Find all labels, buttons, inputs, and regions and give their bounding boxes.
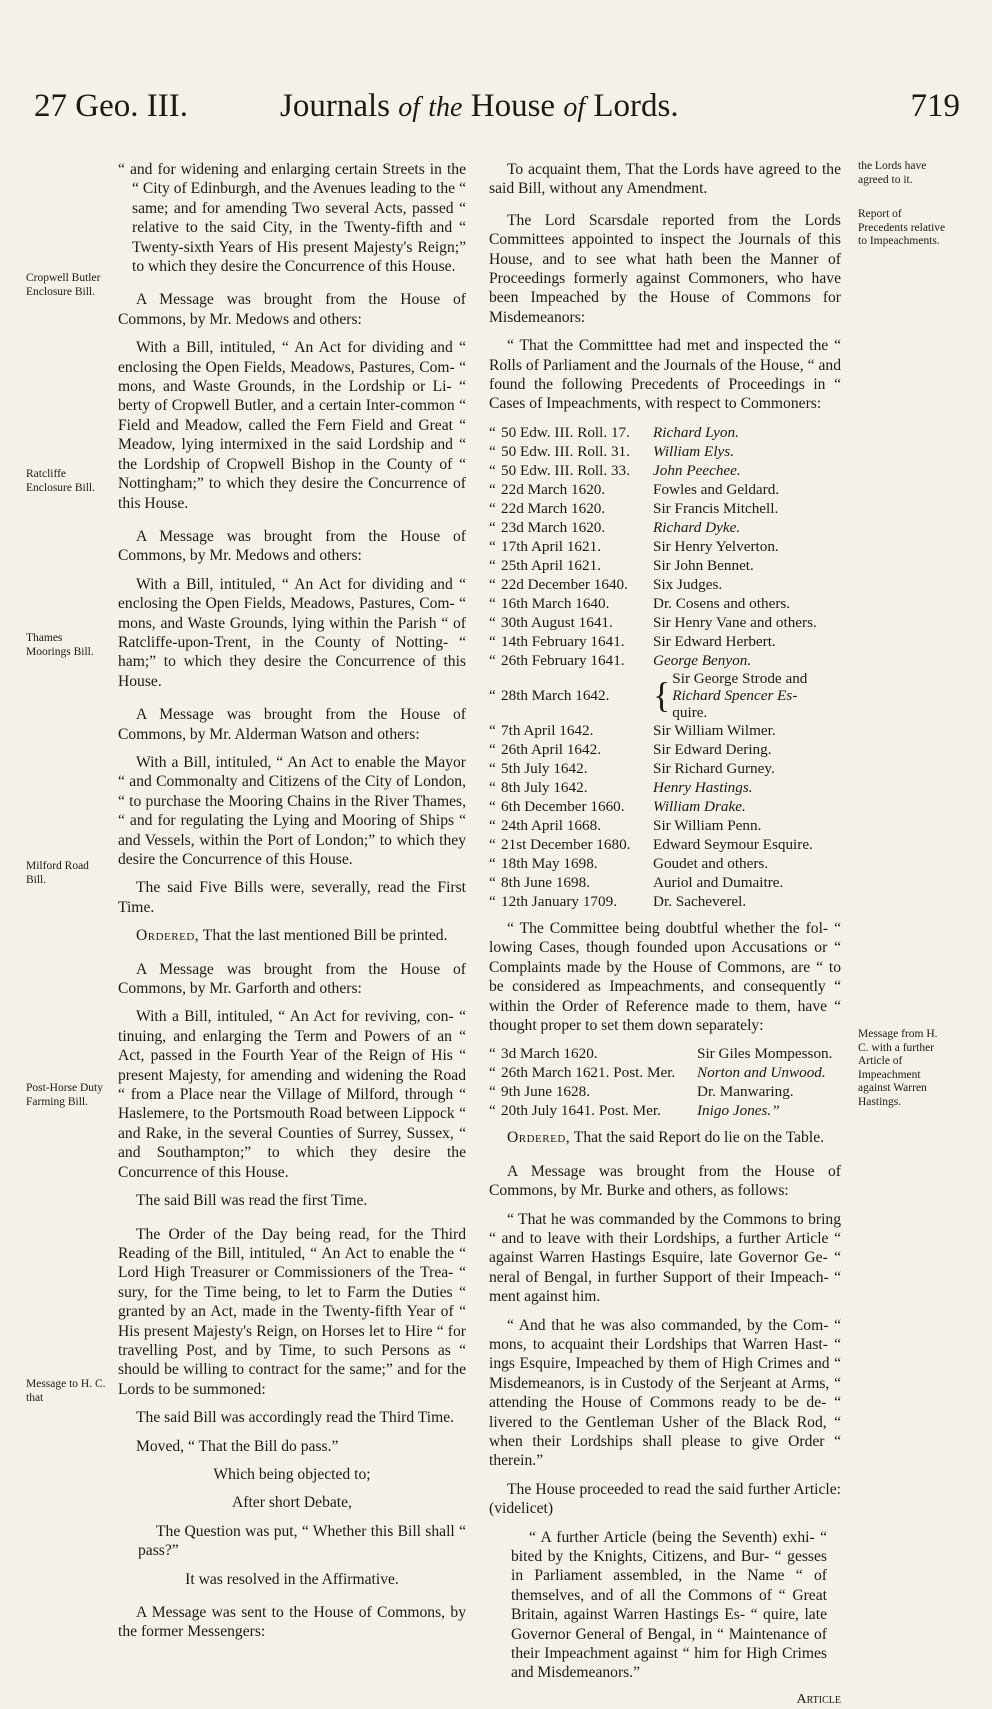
paragraph: Which being objected to; xyxy=(213,1465,371,1483)
paragraph: A Message was sent to the House of Commons, by the former Messengers: xyxy=(118,1604,466,1641)
paragraph: Ordered, That the last mentioned Bill be printed. xyxy=(136,927,448,945)
table-row: “ 50 Edw. III. Roll. 17. Richard Lyon. xyxy=(489,423,739,441)
paragraph: The said Bill was accordingly read the Third Time. xyxy=(136,1409,455,1427)
table-row: “ 50 Edw. III. Roll. 31. William Elys. xyxy=(489,442,734,460)
paragraph: A Message was brought from the House of Commons, by Mr. Garforth and others: xyxy=(118,960,466,998)
table-row: “ 14th February 1641. Sir Edward Herbert. xyxy=(489,632,776,650)
table-row: “ 28th March 1642. { Sir George Strode and Richard Spencer Es- quire. xyxy=(489,669,808,721)
table-row: “ 7th April 1642. Sir William Wilmer. xyxy=(489,721,776,739)
table-row: “ 3d March 1620. Sir Giles Mompesson. xyxy=(489,1045,833,1063)
paragraph: The said Bill was read the first Time. xyxy=(136,1192,368,1210)
paragraph: After short Debate, xyxy=(232,1494,352,1512)
paragraph: “ The Committee being doubtful whether the fol- “ lowing Cases, though founded upon Accusations or “ Complaints made by the House of Commons, are “ to be considered as Impeachments, and consequently “ within the Order of Reference made to them, have “ thought proper to set them down separately: xyxy=(489,919,841,1034)
table-row: “ 22d December 1640. Six Judges. xyxy=(489,575,723,593)
catchword: Article xyxy=(796,1691,841,1707)
margin-note-report: Report of Precedents relative to Impeachments. xyxy=(858,208,946,247)
margin-note-milford: Milford Road Bill. xyxy=(26,860,89,886)
margin-note-message-from: Message from H. C. with a further Article of Impeachment against Warren Hastings. xyxy=(858,1028,938,1108)
table-row: “ 6th December 1660. William Drake. xyxy=(489,797,746,815)
paragraph: The Question was put, “ Whether this Bill shall “ pass?” xyxy=(138,1522,466,1560)
margin-note-thames: Thames Moorings Bill. xyxy=(26,632,94,658)
table-row: “ 25th April 1621. Sir John Bennet. xyxy=(489,556,754,574)
paragraph: A Message was brought from the House of Commons, by Mr. Medows and others: xyxy=(118,527,466,565)
paragraph: Moved, “ That the Bill do pass.” xyxy=(136,1437,339,1455)
precedents-table xyxy=(489,423,841,911)
right-column xyxy=(489,160,841,1709)
paragraph: “ A further Article (being the Seventh) exhi- “ bited by the Knights, Citizens, and Bur- “ gesses in Parliament assembled, in the Name “ of themselves, and of all the Commons of “ Great Britain, against Warren Hastings Es- “ quire, late Governor General of Bengal, in “ Maintenance of their Impeachment against “ him for High Crimes and Misdemeanors.” xyxy=(511,1528,827,1682)
paragraph: The Order of the Day being read, for the Third Reading of the Bill, intituled, “ An Act to enable the “ Lord High Treasurer or Commissioners of the Trea- “ sury, for the Time being, to let to Farm the Duties “ granted by an Act, made in the Twenty-fifth Year of “ His present Majesty's Reign, on Horses let to Hire “ for travelling Post, and by Time, to such Persons as “ should be willing to contract for the same;” and for the Lords to be summoned: xyxy=(118,1225,466,1398)
paragraph: With a Bill, intituled, “ An Act for dividing and “ enclosing the Open Fields, Meadows, Pastures, Com- “ mons, and Waste Grounds, in the Lordship or Li- “ berty of Cropwell Butler, and a certain Inter-common “ Field and Meadow, called the Fern Field and Great “ Meadow, lying intermixed in the said Lordship and “ the Lordship of Cropwell Bishop in the County of “ Nottingham;” to which they desire the Concurrence of this House. xyxy=(118,339,466,512)
table-row: “ 18th May 1698. Goudet and others. xyxy=(489,854,769,872)
table-row: “ 22d March 1620. Sir Francis Mitchell. xyxy=(489,499,779,517)
page-number: 719 xyxy=(910,88,960,124)
regnal-year: 27 Geo. III. xyxy=(34,88,188,124)
table-row: “ 26th March 1621. Post. Mer. Norton and Unwood. xyxy=(489,1064,826,1082)
table-row: “ 12th January 1709. Dr. Sacheverel. xyxy=(489,892,747,910)
table-row: “ 26th February 1641. George Benyon. xyxy=(489,651,752,669)
paragraph: The House proceeded to read the said further Article: (videlicet) xyxy=(489,1480,841,1518)
paragraph: “ And that he was also commanded, by the Com- “ mons, to acquaint their Lordships that Warren Hast- “ ings Esquire, Impeached by them of High Crimes and “ Misdemeanors, is in Custody of the Serjeant at Arms, “ attending the House of Commons ready to be de- “ livered to the Gentleman Usher of the Black Rod, “ when their Lordships shall please to give Order “ therein.” xyxy=(489,1316,841,1470)
table-row: “ 8th July 1642. Henry Hastings. xyxy=(489,778,753,796)
table-row: “ 21st December 1680. Edward Seymour Esquire. xyxy=(489,835,813,853)
paragraph: With a Bill, intituled, “ An Act to enable the Mayor “ and Commonalty and Citizens of the City of London, “ to purchase the Mooring Chains in the River Thames, “ and for regulating the Lying and Mooring of Ships “ and Vessels, within the Port of London;” to which they desire the Concurrence of this House. xyxy=(118,753,466,868)
journal-title: Journals of the House of Lords. xyxy=(280,88,679,124)
table-row: “ 17th April 1621. Sir Henry Yelverton. xyxy=(489,537,779,555)
paragraph: A Message was brought from the House of Commons, by Mr. Alderman Watson and others: xyxy=(118,706,466,743)
margin-note-cropwell: Cropwell Butler Enclosure Bill. xyxy=(26,272,101,298)
page-header xyxy=(30,88,960,134)
paragraph: With a Bill, intituled, “ An Act for reviving, con- “ tinuing, and enlarging the Term and Powers of an “ Act, passed in the Fourth Year of the Reign of His “ present Majesty, for amending and widening the Road “ from a Place near the Village of Milford, through “ Haslemere, to the Portsmouth Road between Lippock “ and Rake, in the several Counties of Surrey, Sussex, “ and Southampton;” to which they desire the Concurrence of this House. xyxy=(118,1008,466,1181)
doubtful-cases-table xyxy=(489,1044,841,1120)
table-row: “ 26th April 1642. Sir Edward Dering. xyxy=(489,740,772,758)
paragraph: “ and for widening and enlarging certain Streets in the “ City of Edinburgh, and the Avenues leading to the “ same; and for amending Two several Acts, passed “ relative to the said City, in the Twenty-fifth and “ Twenty-sixth Years of His present Majesty's Reign;” to which they desire the Concurrence of this House. xyxy=(118,161,466,276)
paragraph: “ That he was commanded by the Commons to bring “ and to leave with their Lordships, a further Article “ against Warren Hastings Esquire, late Governor Ge- “ neral of Bengal, in further Support of their Impeach- “ ment against him. xyxy=(489,1210,841,1306)
left-column xyxy=(118,160,466,1651)
table-row: “ 20th July 1641. Post. Mer. Inigo Jones.” xyxy=(489,1102,780,1120)
table-row: “ 9th June 1628. Dr. Manwaring. xyxy=(489,1083,794,1101)
margin-note-posthorse: Post-Horse Duty Farming Bill. xyxy=(26,1082,103,1108)
table-row: “ 16th March 1640. Dr. Cosens and others. xyxy=(489,594,791,612)
paragraph: “ That the Committtee had met and inspected the “ Rolls of Parliament and the Journals of the House, “ and found the following Precedents of Proceedings in “ Cases of Impeachments, with respect to Commoners: xyxy=(489,337,841,413)
paragraph: It was resolved in the Affirmative. xyxy=(185,1570,399,1588)
margin-note-lords-agreed: the Lords have agreed to it. xyxy=(858,160,927,186)
paragraph: A Message was brought from the House of Commons, by Mr. Medows and others: xyxy=(118,291,466,328)
table-row: “ 30th August 1641. Sir Henry Vane and others. xyxy=(489,613,817,631)
paragraph: The said Five Bills were, severally, read the First Time. xyxy=(118,879,466,916)
paragraph: With a Bill, intituled, “ An Act for dividing and “ enclosing the Open Fields, Meadows, Pastures, Com- “ mons, and Waste Grounds, lying within the Parish “ of Ratcliffe-upon-Trent, in the County of Notting- “ ham;” to which they desire the Concurrence of this House. xyxy=(118,575,466,690)
table-row: “ 24th April 1668. Sir William Penn. xyxy=(489,816,762,834)
paragraph: A Message was brought from the House of Commons, by Mr. Burke and others, as follows: xyxy=(489,1162,841,1200)
table-row: “ 5th July 1642. Sir Richard Gurney. xyxy=(489,759,775,777)
margin-note-ratcliffe: Ratcliffe Enclosure Bill. xyxy=(26,468,95,494)
table-row: “ 50 Edw. III. Roll. 33. John Peechee. xyxy=(489,461,741,479)
paragraph: To acquaint them, That the Lords have agreed to the said Bill, without any Amendment. xyxy=(489,161,841,198)
table-row: “ 23d March 1620. Richard Dyke. xyxy=(489,518,741,536)
paragraph: Ordered, That the said Report do lie on the Table. xyxy=(507,1129,825,1147)
table-row: “ 8th June 1698. Auriol and Dumaitre. xyxy=(489,873,784,891)
table-row: “ 22d March 1620. Fowles and Geldard. xyxy=(489,480,780,498)
paragraph: The Lord Scarsdale reported from the Lords Committees appointed to inspect the Journals of this House, and to see what hath been the Manner of Proceedings formerly against Commoners, who have been Impeached by the House of Commons for Misdemeanors: xyxy=(489,211,841,326)
margin-note-message-hc: Message to H. C. that xyxy=(26,1378,106,1404)
